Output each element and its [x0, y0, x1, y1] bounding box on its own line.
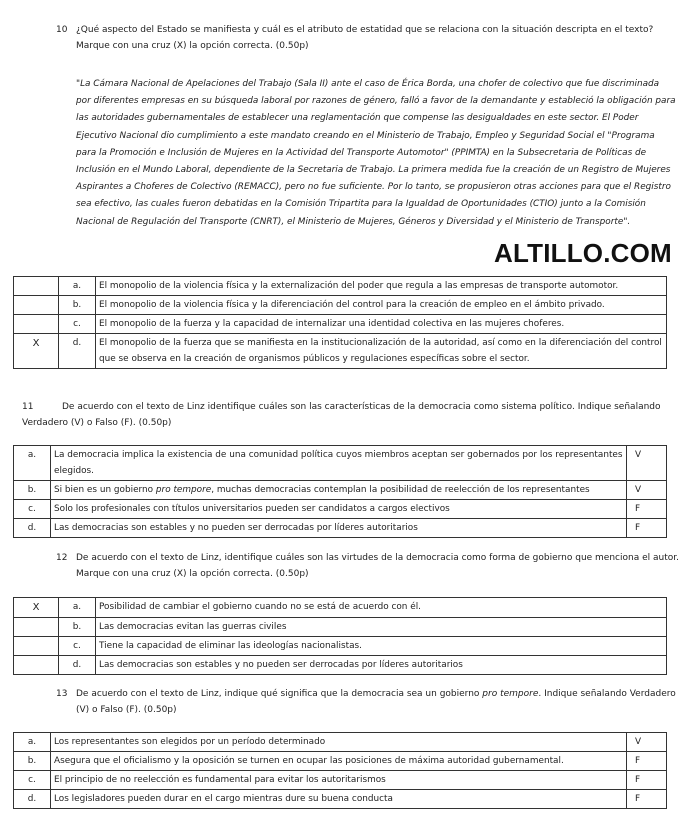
table-row	[14, 598, 667, 618]
row-text-before: Si bien es un gobierno	[54, 485, 156, 495]
q13-text-before: De acuerdo con el texto de Linz, indique qué significa que la democracia sea un gobierno	[76, 689, 483, 699]
row-letter: b.	[14, 752, 51, 771]
table-row	[14, 446, 667, 481]
q10-passage: "La Cámara Nacional de Apelaciones del Trabajo (Sala II) ante el caso de Érica Borda, una chofer de colectivo que fue discriminada por diferentes empresas en su búsqueda laboral por razones de género, falló a favor de la demandante y estableció la obligación para las autoridades gubernamentales de establecer una reglamentación que compense las desigualdades en este sector. El Poder Ejecutivo Nacional dio cumplimiento a este mandato creando en el Ministerio de Trabajo, Empleo y Seguridad Social el "Programa para la Promoción e Inclusión de Mujeres en la Actividad del Transporte Automotor" (PPIMTA) en la Subsecretaria de Políticas de Inclusión en el Mundo Laboral, dependiente de la Secretaria de Trabajo. La primera medida fue la creación de un Registro de Mujeres Aspirantes a Choferes de Colectivo (REMACC), pero no fue suficiente. Por lo tanto, se propusieron otras acciones para que el Registro sea efectivo, las cuales fueron debatidas en la Comisión Tripartita para la Igualdad de Oportunidades (CTIO) junto a la Comisión Nacional de Regulación del Transporte (CNRT), el Ministerio de Mujeres, Géneros y Diversidad y el Ministerio de Transporte".	[76, 79, 676, 227]
row-letter: b.	[14, 481, 51, 500]
option-mark[interactable]	[14, 637, 59, 656]
table-row	[14, 618, 667, 637]
q13-text-after: . Indique señalando Verdadero (V) o Falso (F). (0.50p)	[76, 689, 676, 715]
q10-options-table	[13, 276, 667, 369]
table-row	[14, 519, 667, 538]
option-mark[interactable]: X	[14, 598, 59, 618]
option-text: Tiene la capacidad de eliminar las ideologías nacionalistas.	[96, 637, 667, 656]
q13-text-em: pro tempore	[482, 689, 539, 699]
option-mark[interactable]	[14, 656, 59, 675]
row-text: Solo los profesionales con títulos universitarios pueden ser candidatos a cargos electivos	[51, 500, 627, 519]
option-letter: d.	[59, 656, 96, 675]
row-text-em: pro tempore	[155, 485, 212, 495]
row-answer[interactable]: F	[627, 752, 667, 771]
option-letter: b.	[59, 296, 96, 315]
table-row	[14, 296, 667, 315]
option-letter: b.	[59, 618, 96, 637]
table-row	[14, 315, 667, 334]
table-row	[14, 656, 667, 675]
option-text: El monopolio de la fuerza y la capacidad de internalizar una identidad colectiva en las mujeres choferes.	[96, 315, 667, 334]
option-text: El monopolio de la violencia física y la externalización del poder que regula a las empresas de transporte automotor.	[96, 277, 667, 296]
row-letter: c.	[14, 771, 51, 790]
row-letter: d.	[14, 790, 51, 809]
table-row	[14, 500, 667, 519]
option-mark[interactable]	[14, 315, 59, 334]
option-letter: c.	[59, 637, 96, 656]
row-letter: a.	[14, 446, 51, 481]
row-answer[interactable]: F	[627, 519, 667, 538]
option-text: Posibilidad de cambiar el gobierno cuando no se está de acuerdo con él.	[96, 598, 667, 618]
row-text: Los legisladores pueden durar en el cargo mientras dure su buena conducta	[51, 790, 627, 809]
row-text-after: , muchas democracias contemplan la posibilidad de reelección de los representantes	[211, 485, 590, 495]
row-answer[interactable]: F	[627, 790, 667, 809]
option-text: El monopolio de la fuerza que se manifiesta en la institucionalización de la autoridad, así como en la diferenciación del control que se observa en la creación de organismos públicos y regulaciones específicas sobre el sector.	[96, 334, 667, 369]
row-answer[interactable]: V	[627, 481, 667, 500]
table-row	[14, 334, 667, 369]
row-answer[interactable]: F	[627, 771, 667, 790]
table-row	[14, 637, 667, 656]
row-answer[interactable]: V	[627, 446, 667, 481]
option-mark[interactable]	[14, 618, 59, 637]
q12-options-table	[13, 597, 667, 675]
row-text: Asegura que el oficialismo y la oposición se turnen en ocupar las posiciones de máxima autoridad gubernamental.	[51, 752, 627, 771]
table-row	[14, 790, 667, 809]
table-row	[14, 277, 667, 296]
option-letter: c.	[59, 315, 96, 334]
q11-number: 11	[22, 402, 34, 412]
q12-number: 12	[56, 553, 68, 563]
option-text: El monopolio de la violencia física y la diferenciación del control para la creación de empleo en el ámbito privado.	[96, 296, 667, 315]
option-letter: a.	[59, 598, 96, 618]
q10-question: ¿Qué aspecto del Estado se manifiesta y cuál es el atributo de estatidad que se relaciona con la situación descripta en el texto? Marque con una cruz (X) la opción correcta. (0.50p)	[76, 25, 654, 51]
table-row	[14, 752, 667, 771]
row-answer[interactable]: V	[627, 733, 667, 752]
row-text: La democracia implica la existencia de una comunidad política cuyos miembros aceptan ser gobernados por los representantes elegidos.	[51, 446, 627, 481]
row-text: Las democracias son estables y no pueden ser derrocadas por líderes autoritarios	[51, 519, 627, 538]
q11-table	[13, 445, 667, 538]
row-text: El principio de no reelección es fundamental para evitar los autoritarismos	[51, 771, 627, 790]
q13-number: 13	[56, 689, 68, 699]
row-text: Los representantes son elegidos por un período determinado	[51, 733, 627, 752]
watermark-logo: ALTILLO.COM	[494, 238, 672, 268]
q13-table	[13, 732, 667, 809]
option-mark[interactable]: X	[14, 334, 59, 369]
option-mark[interactable]	[14, 296, 59, 315]
q10-number: 10	[56, 25, 68, 35]
option-letter: a.	[59, 277, 96, 296]
q13-question	[76, 686, 680, 718]
table-row	[14, 481, 667, 500]
option-mark[interactable]	[14, 277, 59, 296]
row-text	[51, 481, 627, 500]
table-row	[14, 733, 667, 752]
option-text: Las democracias evitan las guerras civiles	[96, 618, 667, 637]
option-letter: d.	[59, 334, 96, 369]
option-text: Las democracias son estables y no pueden ser derrocadas por líderes autoritarios	[96, 656, 667, 675]
table-row	[14, 771, 667, 790]
row-letter: c.	[14, 500, 51, 519]
q12-question: De acuerdo con el texto de Linz, identifique cuáles son las virtudes de la democracia como forma de gobierno que menciona el autor. Marque con una cruz (X) la opción correcta. (0.50p)	[76, 553, 679, 579]
q11-question-text: De acuerdo con el texto de Linz identifique cuáles son las características de la democracia como sistema político. Indique señalando Verdadero (V) o Falso (F). (0.50p)	[22, 402, 661, 428]
row-answer[interactable]: F	[627, 500, 667, 519]
q11-question	[22, 399, 682, 431]
row-letter: a.	[14, 733, 51, 752]
row-letter: d.	[14, 519, 51, 538]
